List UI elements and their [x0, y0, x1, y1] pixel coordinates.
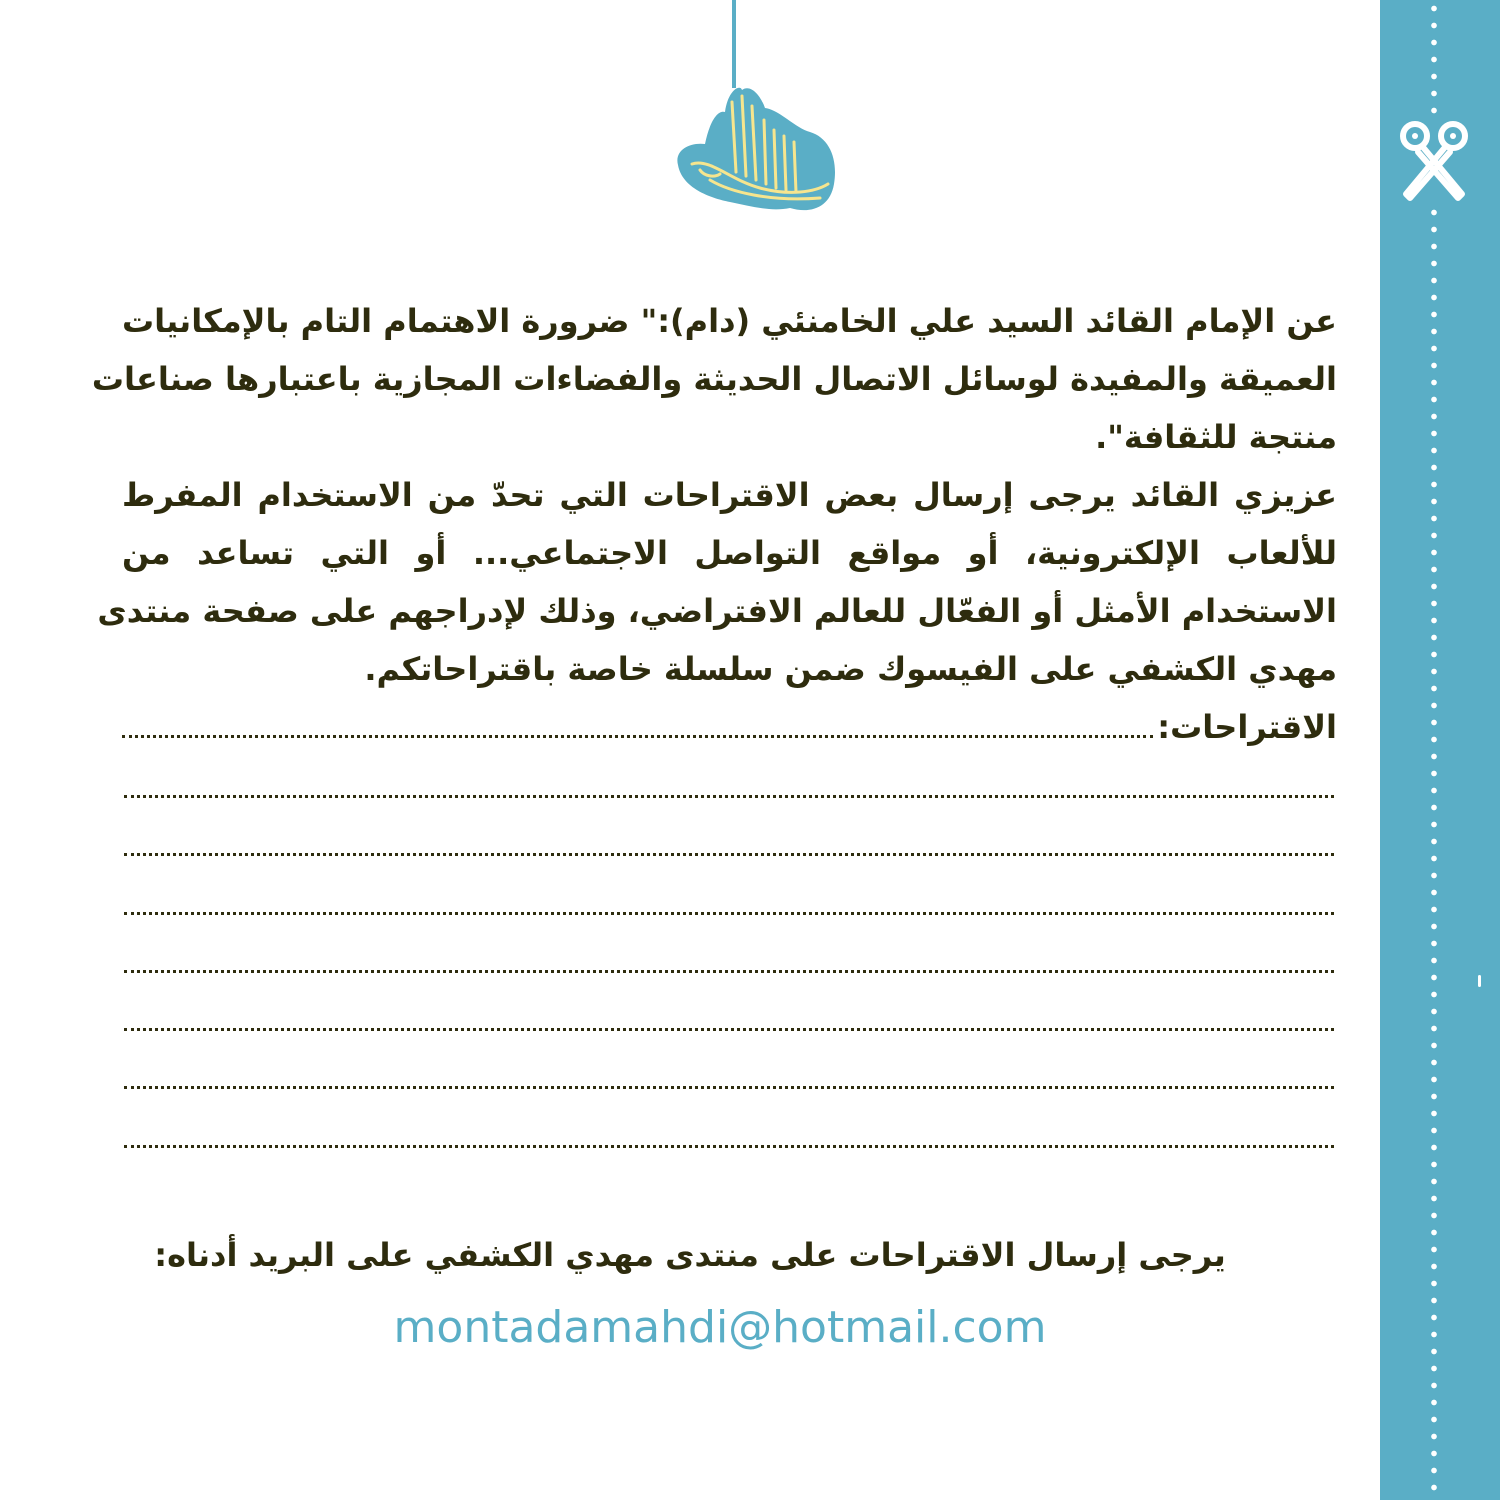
suggestions-fill-line[interactable] [122, 698, 1153, 738]
request-line: للألعاب الإلكترونية، أو مواقع التواصل الاجتماعي... أو التي تساعد من [122, 534, 1337, 572]
request-line: مهدي الكشفي على الفيسوك ضمن سلسلة خاصة باقتراحاتكم. [364, 650, 1337, 688]
send-instruction: يرجى إرسال الاقتراحات على منتدى مهدي الكشفي على البريد أدناه: [154, 1236, 1226, 1274]
suggestion-blank-line[interactable] [124, 912, 1334, 915]
suggestion-blank-line[interactable] [124, 1086, 1334, 1089]
request-line: عزيزي القائد يرجى إرسال بعض الاقتراحات التي تحدّ من الاستخدام المفرط [122, 476, 1337, 514]
basmala-calligraphy-logo [670, 80, 840, 215]
hanging-string [732, 0, 736, 88]
suggestions-label: الاقتراحات: [1157, 708, 1337, 746]
cut-line-dots [1431, 0, 1437, 1500]
document-body [91, 292, 1337, 756]
quote-line: منتجة للثقافة". [1095, 418, 1337, 456]
suggestion-blank-line[interactable] [124, 795, 1334, 798]
suggestion-blank-line[interactable] [124, 1145, 1334, 1148]
suggestion-blank-line[interactable] [124, 1028, 1334, 1031]
quote-line: عن الإمام القائد السيد علي الخامنئي (دام):" ضرورة الاهتمام التام بالإمكانيات [121, 302, 1337, 340]
quote-line: العميقة والمفيدة لوسائل الاتصال الحديثة والفضاءات المجازية باعتبارها صناعات [91, 360, 1337, 398]
suggestion-blank-line[interactable] [124, 970, 1334, 973]
suggestions-row [122, 698, 1337, 756]
suggestion-blank-line[interactable] [124, 853, 1334, 856]
cut-strip [1380, 0, 1500, 1500]
contact-email[interactable]: montadamahdi@hotmail.com [393, 1302, 1047, 1353]
edge-mark [1478, 975, 1481, 987]
request-line: الاستخدام الأمثل أو الفعّال للعالم الافتراضي، وذلك لإدراجهم على صفحة منتدى [97, 592, 1337, 630]
scissors-icon [1398, 118, 1470, 204]
